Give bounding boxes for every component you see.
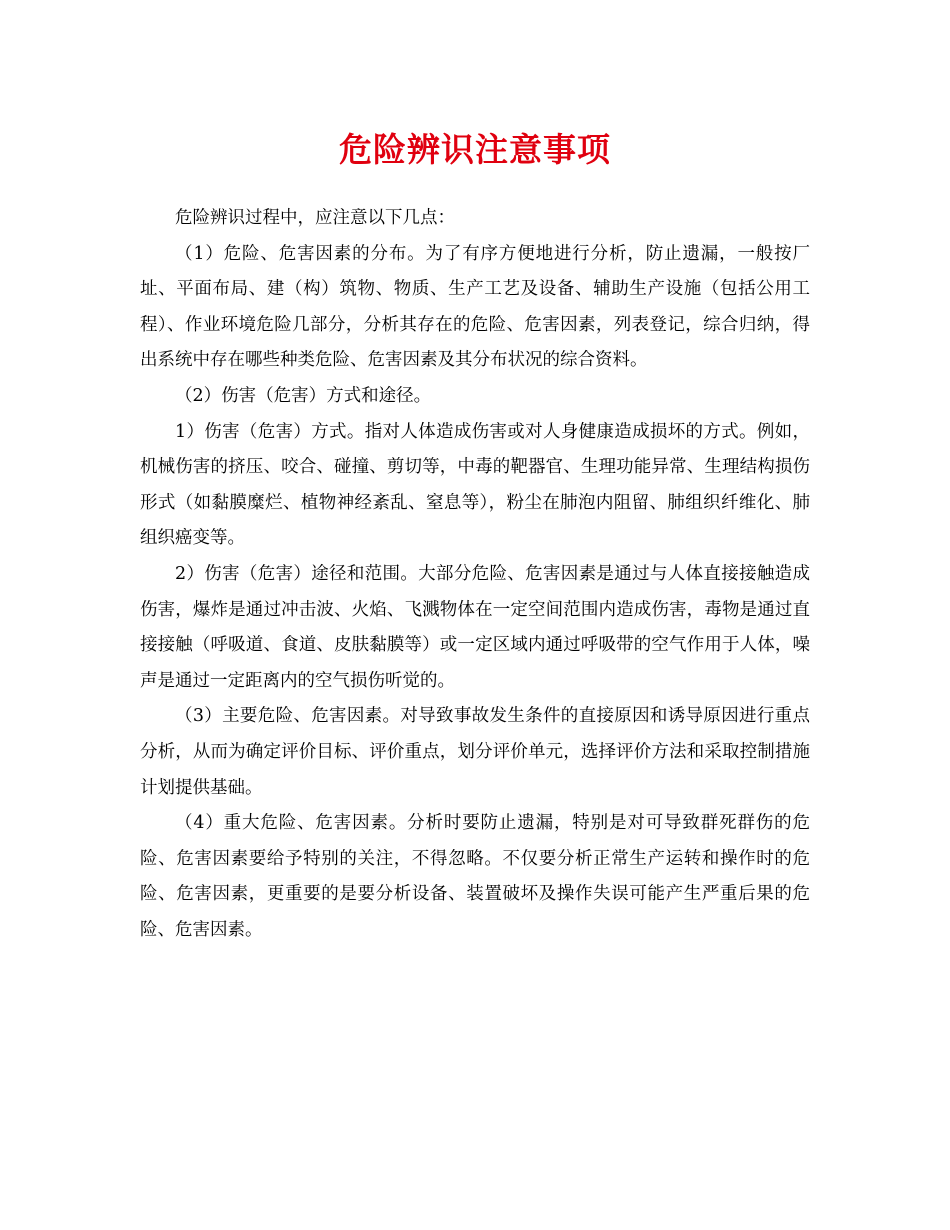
paragraph-harm-modes: （2）伤害（危害）方式和途径。 [175, 385, 432, 406]
paragraph-intro: 危险辨识过程中，应注意以下几点： [175, 208, 455, 228]
document-body [140, 201, 810, 948]
paragraph-distribution: （1）危险、危害因素的分布。为了有序方便地进行分析，防止遗漏，一般按厂址、平面布局、建（构）筑物、物质、生产工艺及设备、辅助生产设施（包括公用工程）、作业环境危险几部分，分析其存在的危险、危害因素，列表登记，综合归纳，得出系统中存在哪些种类危险、危害因素及其分布状况的综合资料。 [140, 243, 810, 371]
paragraph-major-factors: （4）重大危险、危害因素。分析时要防止遗漏，特别是对可导致群死群伤的危险、危害因素要给予特别的关注，不得忽略。不仅要分析正常生产运转和操作时的危险、危害因素，更重要的是要分析设备、装置破坏及操作失误可能产生严重后果的危险、危害因素。 [140, 813, 810, 940]
paragraph-main-factors: （3）主要危险、危害因素。对导致事故发生条件的直接原因和诱导原因进行重点分析，从而为确定评价目标、评价重点，划分评价单元，选择评价方法和采取控制措施计划提供基础。 [140, 706, 810, 798]
paragraph-harm-method: 1）伤害（危害）方式。指对人体造成伤害或对人身健康造成损坏的方式。例如，机械伤害的挤压、咬合、碰撞、剪切等，中毒的靶器官、生理功能异常、生理结构损伤形式（如黏膜糜烂、植物神经紊乱、窒息等），粉尘在肺泡内阻留、肺组织纤维化、肺组织癌变等。 [140, 421, 810, 549]
paragraph-harm-path: 2）伤害（危害）途径和范围。大部分危险、危害因素是通过与人体直接接触造成伤害，爆炸是通过冲击波、火焰、飞溅物体在一定空间范围内造成伤害，毒物是通过直接接触（呼吸道、食道、皮肤黏膜等）或一定区域内通过呼吸带的空气作用于人体，噪声是通过一定距离内的空气损伤听觉的。 [140, 563, 810, 691]
document-title: 危险辨识注意事项 [339, 130, 611, 169]
